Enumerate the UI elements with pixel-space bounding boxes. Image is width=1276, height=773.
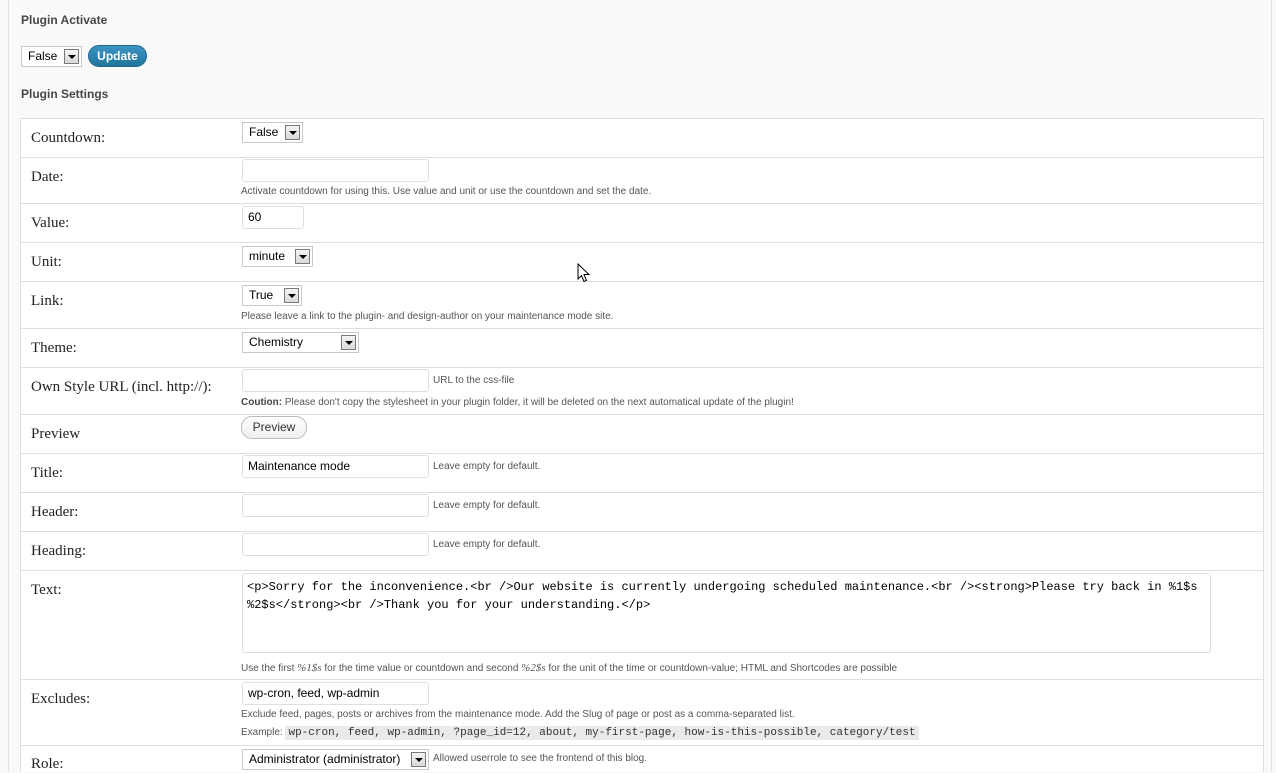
heading-input[interactable] bbox=[242, 533, 429, 556]
row-divider bbox=[21, 492, 1263, 493]
title-input[interactable]: Maintenance mode bbox=[242, 455, 429, 478]
header-input[interactable] bbox=[242, 494, 429, 517]
activate-select[interactable] bbox=[21, 46, 82, 67]
row-divider bbox=[21, 570, 1263, 571]
example-label: Example: bbox=[241, 727, 283, 738]
own-style-hint: URL to the css-file bbox=[433, 375, 515, 386]
theme-select-value: Chemistry bbox=[249, 335, 304, 349]
text-desc-part: for the time value or countdown and second bbox=[321, 663, 522, 674]
dropdown-arrow-icon bbox=[284, 288, 299, 303]
unit-select[interactable] bbox=[242, 246, 313, 267]
row-divider bbox=[21, 328, 1263, 329]
excludes-example bbox=[241, 727, 919, 739]
link-description: Please leave a link to the plugin- and design-author on your maintenance mode site. bbox=[241, 311, 614, 322]
own-style-input[interactable] bbox=[242, 369, 429, 392]
row-divider bbox=[21, 157, 1263, 158]
text-desc-part: Use the first bbox=[241, 663, 298, 674]
dropdown-arrow-icon bbox=[64, 49, 79, 64]
text-textarea[interactable]: <p>Sorry for the inconvenience.<br />Our website is currently undergoing scheduled maintenance.<br /><strong>Please try back in %1$s %2$s</strong><br />Thank you for your understanding.</p> bbox=[242, 573, 1211, 653]
date-input[interactable] bbox=[242, 159, 429, 182]
theme-label: Theme: bbox=[31, 340, 77, 356]
countdown-select[interactable] bbox=[242, 122, 303, 143]
header-hint: Leave empty for default. bbox=[433, 500, 541, 511]
dropdown-arrow-icon bbox=[341, 335, 356, 350]
caution-label: Coution: bbox=[241, 397, 283, 408]
own-style-caution bbox=[241, 397, 794, 408]
link-select[interactable] bbox=[242, 285, 302, 306]
row-divider bbox=[21, 242, 1263, 243]
heading-label: Heading: bbox=[31, 543, 86, 559]
preview-button[interactable]: Preview bbox=[241, 416, 307, 439]
heading-hint: Leave empty for default. bbox=[433, 539, 541, 550]
unit-label: Unit: bbox=[31, 254, 62, 270]
excludes-description: Exclude feed, pages, posts or archives from the maintenance mode. Add the Slug of page or post as a comma-separated list. bbox=[241, 709, 795, 720]
row-divider bbox=[21, 414, 1263, 415]
admin-page bbox=[8, 0, 1272, 771]
row-divider bbox=[21, 745, 1263, 746]
row-divider bbox=[21, 531, 1263, 532]
text-label: Text: bbox=[31, 582, 62, 598]
text-description bbox=[241, 662, 897, 674]
text-desc-var: %1$s bbox=[297, 662, 322, 674]
role-label: Role: bbox=[31, 756, 64, 772]
value-label: Value: bbox=[31, 215, 70, 231]
dropdown-arrow-icon bbox=[285, 125, 300, 140]
row-divider bbox=[21, 453, 1263, 454]
own-style-label: Own Style URL (incl. http://): bbox=[31, 379, 212, 395]
example-code: wp-cron, feed, wp-admin, ?page_id=12, about, my-first-page, how-is-this-possible, category/test bbox=[285, 726, 918, 740]
unit-select-value: minute bbox=[249, 249, 286, 263]
link-select-value: True bbox=[249, 288, 274, 302]
excludes-input[interactable]: wp-cron, feed, wp-admin bbox=[242, 682, 429, 705]
caution-text: Please don't copy the stylesheet in your plugin folder, it will be deleted on the next automatical update of the plugin! bbox=[282, 397, 794, 408]
role-hint: Allowed userrole to see the frontend of this blog. bbox=[433, 753, 648, 764]
plugin-settings-heading: Plugin Settings bbox=[21, 87, 109, 101]
header-label: Header: bbox=[31, 504, 79, 520]
link-label: Link: bbox=[31, 293, 64, 309]
row-divider bbox=[21, 281, 1263, 282]
date-description: Activate countdown for using this. Use value and unit or use the countdown and set the date. bbox=[241, 186, 652, 197]
title-hint: Leave empty for default. bbox=[433, 461, 541, 472]
update-button[interactable]: Update bbox=[88, 45, 147, 67]
date-label: Date: bbox=[31, 169, 64, 185]
value-input[interactable]: 60 bbox=[242, 206, 304, 229]
text-desc-var: %2$s bbox=[521, 662, 546, 674]
mouse-pointer-icon bbox=[577, 263, 591, 283]
dropdown-arrow-icon bbox=[295, 249, 310, 264]
role-select[interactable] bbox=[242, 749, 429, 770]
title-label: Title: bbox=[31, 465, 63, 481]
role-select-value: Administrator (administrator) bbox=[249, 752, 401, 766]
row-divider bbox=[21, 679, 1263, 680]
plugin-activate-heading: Plugin Activate bbox=[21, 13, 108, 27]
row-divider bbox=[21, 203, 1263, 204]
dropdown-arrow-icon bbox=[411, 752, 426, 767]
row-divider bbox=[21, 367, 1263, 368]
excludes-label: Excludes: bbox=[31, 691, 91, 707]
activate-select-value: False bbox=[28, 49, 58, 63]
text-desc-part: for the unit of the time or countdown-value; HTML and Shortcodes are possible bbox=[545, 663, 898, 674]
theme-select[interactable] bbox=[242, 332, 359, 353]
countdown-label: Countdown: bbox=[31, 130, 106, 146]
settings-table bbox=[20, 118, 1264, 772]
countdown-select-value: False bbox=[249, 125, 279, 139]
preview-label: Preview bbox=[31, 426, 81, 442]
